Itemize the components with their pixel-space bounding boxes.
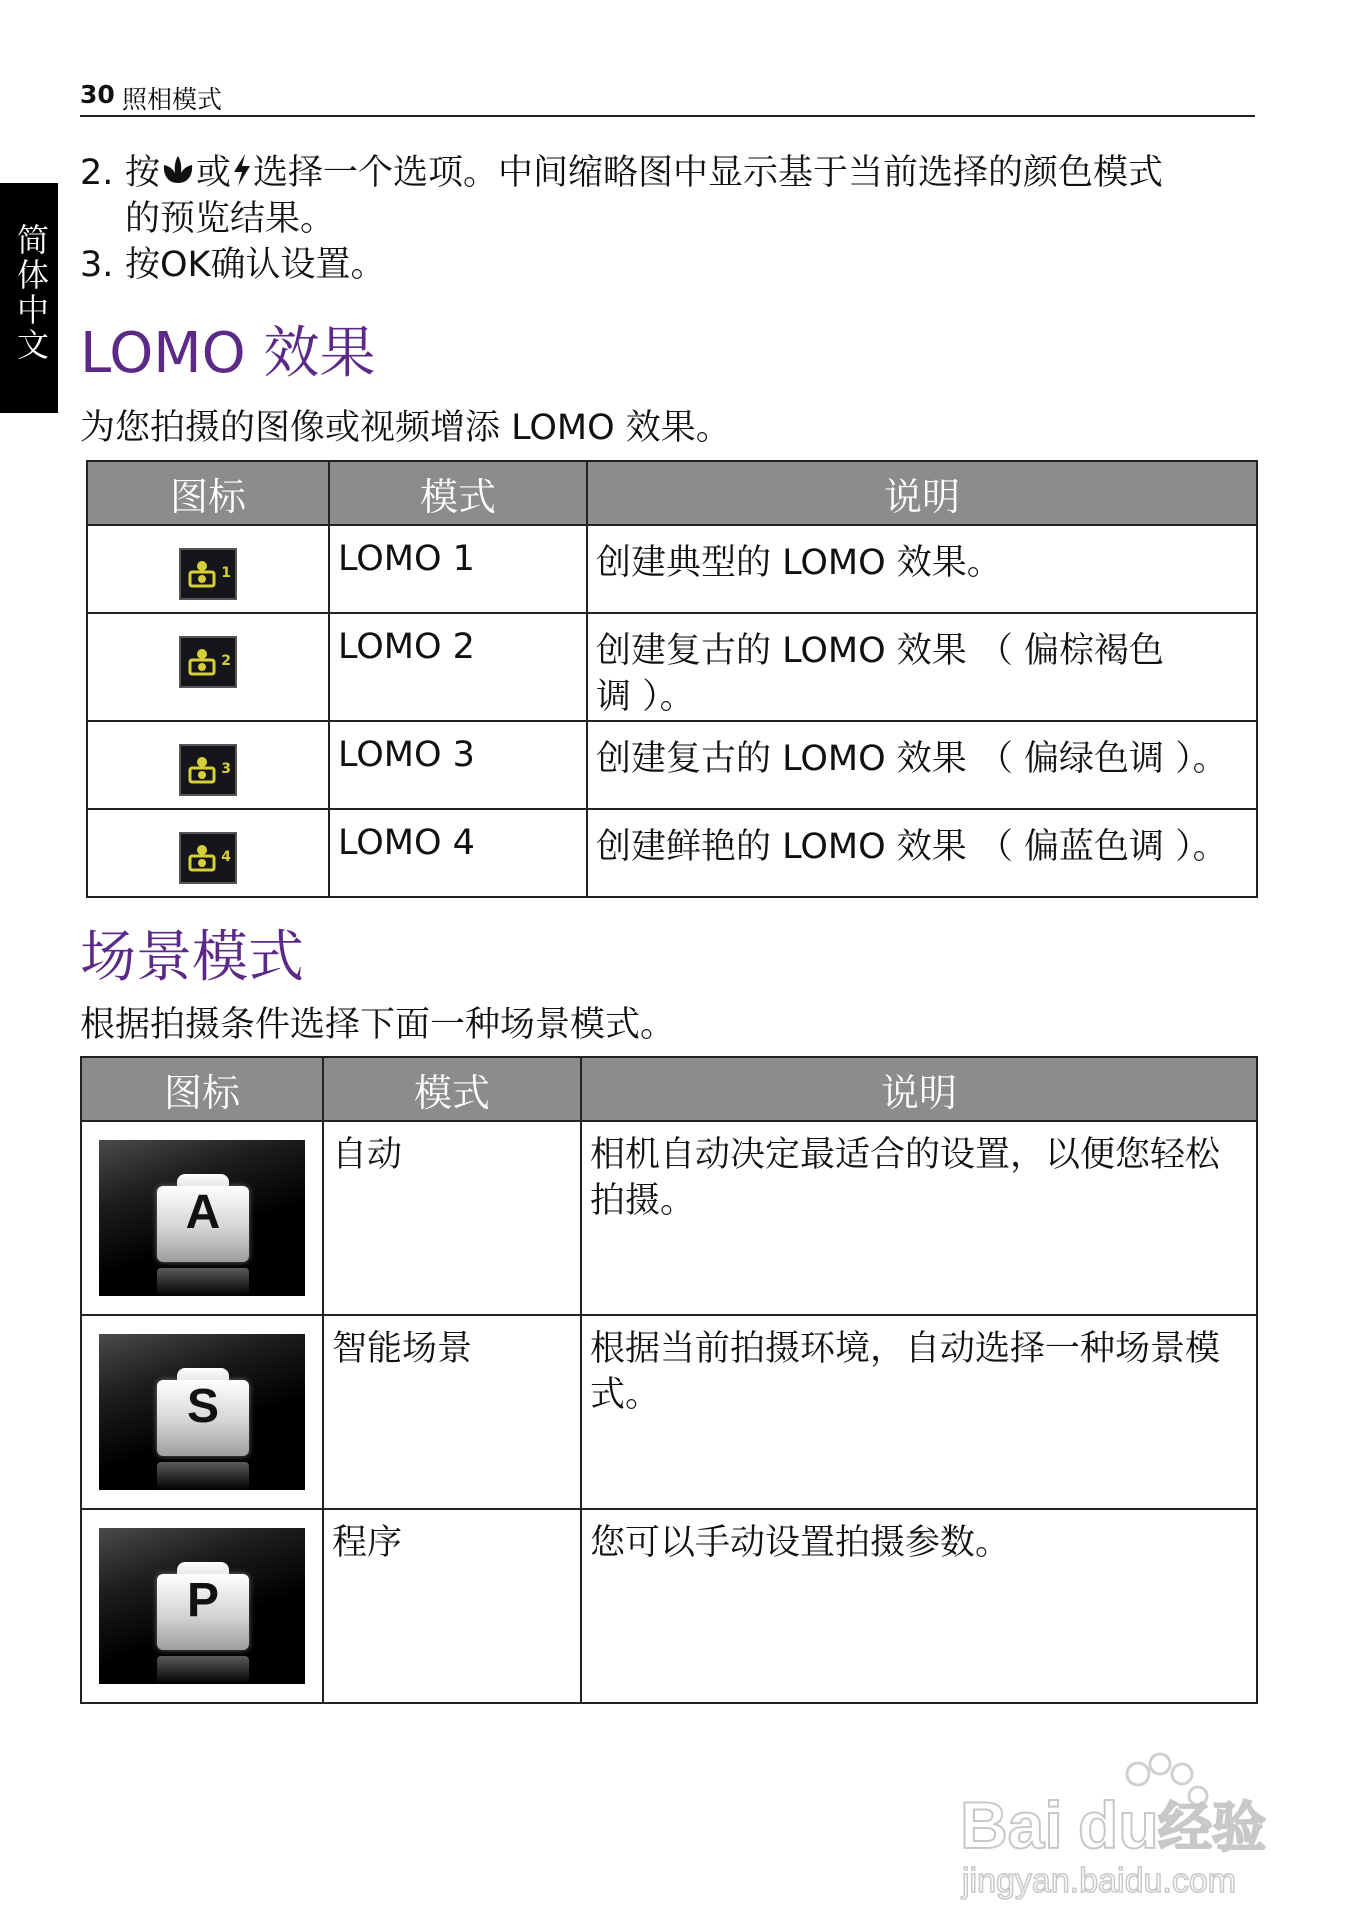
- lomo-1-icon: [179, 548, 237, 600]
- baidu-jingyan-watermark: [960, 1740, 1280, 1900]
- smart-scene-icon: [99, 1334, 305, 1490]
- scene-desc: 相机自动决定最适合的设置，以便您轻松拍摄。: [581, 1121, 1257, 1315]
- step-2-post: 选择一个选项。中间缩略图中显示基于当前选择的颜色模式: [253, 153, 1164, 193]
- lomo-icon-digit: 3: [221, 761, 231, 777]
- lomo-icon-cell: [87, 613, 329, 721]
- lomo-desc: 创建鲜艳的 LOMO 效果 （ 偏蓝色调 ）。: [587, 809, 1257, 897]
- scene-icon-letter: P: [186, 1574, 219, 1627]
- scene-header-icon: 图标: [81, 1057, 323, 1121]
- step-2-continuation: 的预览结果。: [125, 199, 336, 239]
- program-mode-icon: [99, 1528, 305, 1684]
- table-row: [87, 613, 1257, 721]
- running-header-title: 照相模式: [122, 85, 223, 114]
- lomo-2-icon: [179, 636, 237, 688]
- lomo-icon-digit: 1: [221, 565, 231, 581]
- lomo-table: [86, 460, 1258, 898]
- lomo-3-icon: [179, 744, 237, 796]
- scene-section-title: 场景模式: [80, 925, 304, 990]
- step-2-number: 2.: [80, 153, 114, 193]
- lomo-icon-cell: [87, 525, 329, 613]
- svg-text:经验: 经验: [1158, 1796, 1266, 1859]
- scene-desc: 根据当前拍摄环境，自动选择一种场景模式。: [581, 1315, 1257, 1509]
- lomo-header-desc: 说明: [587, 461, 1257, 525]
- lomo-desc: 创建复古的 LOMO 效果 （ 偏绿色调 ）。: [587, 721, 1257, 809]
- lomo-icon-cell: [87, 721, 329, 809]
- scene-icon-cell: [81, 1509, 323, 1703]
- step-3-number: 3.: [80, 245, 114, 285]
- language-side-tab: [0, 183, 58, 413]
- auto-mode-icon: [99, 1140, 305, 1296]
- table-row: [81, 1315, 1257, 1509]
- scene-icon-cell: [81, 1121, 323, 1315]
- lomo-icon-digit: 2: [221, 653, 231, 669]
- lomo-4-icon: [179, 832, 237, 884]
- table-row: [87, 721, 1257, 809]
- table-row: [87, 809, 1257, 897]
- lomo-icon-cell: [87, 809, 329, 897]
- language-tab-label: 简体中文: [12, 223, 50, 363]
- header-rule: [80, 115, 1255, 117]
- table-row: [81, 1121, 1257, 1315]
- scene-header-desc: 说明: [581, 1057, 1257, 1121]
- lomo-intro: 为您拍摄的图像或视频增添 LOMO 效果。: [80, 408, 731, 448]
- lomo-header-mode: 模式: [329, 461, 587, 525]
- lomo-section-title: LOMO 效果: [80, 321, 376, 386]
- macro-flower-icon: [160, 153, 196, 199]
- lomo-table-header: [87, 461, 1257, 525]
- scene-table: [80, 1056, 1258, 1704]
- lomo-header-icon: 图标: [87, 461, 329, 525]
- lomo-icon-digit: 4: [221, 849, 231, 865]
- lomo-mode: LOMO 3: [329, 721, 587, 809]
- svg-text:du: du: [1078, 1788, 1159, 1862]
- svg-text:jingyan.baidu.com: jingyan.baidu.com: [962, 1862, 1237, 1900]
- lomo-mode: LOMO 2: [329, 613, 587, 721]
- page-number: 30: [80, 80, 115, 109]
- scene-icon-letter: S: [186, 1380, 219, 1433]
- lomo-mode: LOMO 1: [329, 525, 587, 613]
- scene-mode: 程序: [323, 1509, 581, 1703]
- step-2-mid: 或: [196, 153, 232, 193]
- scene-table-header: [81, 1057, 1257, 1121]
- step-3-text: 按OK确认设置。: [125, 245, 386, 285]
- scene-header-mode: 模式: [323, 1057, 581, 1121]
- table-row: [81, 1509, 1257, 1703]
- step-2-text: [125, 150, 1265, 199]
- scene-desc: 您可以手动设置拍摄参数。: [581, 1509, 1257, 1703]
- lomo-desc: 创建复古的 LOMO 效果 （ 偏棕褐色调 ）。: [587, 613, 1257, 721]
- scene-icon-cell: [81, 1315, 323, 1509]
- scene-intro: 根据拍摄条件选择下面一种场景模式。: [80, 1005, 676, 1045]
- scene-icon-letter: A: [185, 1186, 221, 1239]
- lomo-mode: LOMO 4: [329, 809, 587, 897]
- step-2-pre: 按: [125, 153, 161, 193]
- table-row: [87, 525, 1257, 613]
- svg-text:Bai: Bai: [960, 1788, 1063, 1862]
- scene-mode: 自动: [323, 1121, 581, 1315]
- scene-mode: 智能场景: [323, 1315, 581, 1509]
- flash-bolt-icon: [231, 153, 253, 199]
- lomo-desc: 创建典型的 LOMO 效果。: [587, 525, 1257, 613]
